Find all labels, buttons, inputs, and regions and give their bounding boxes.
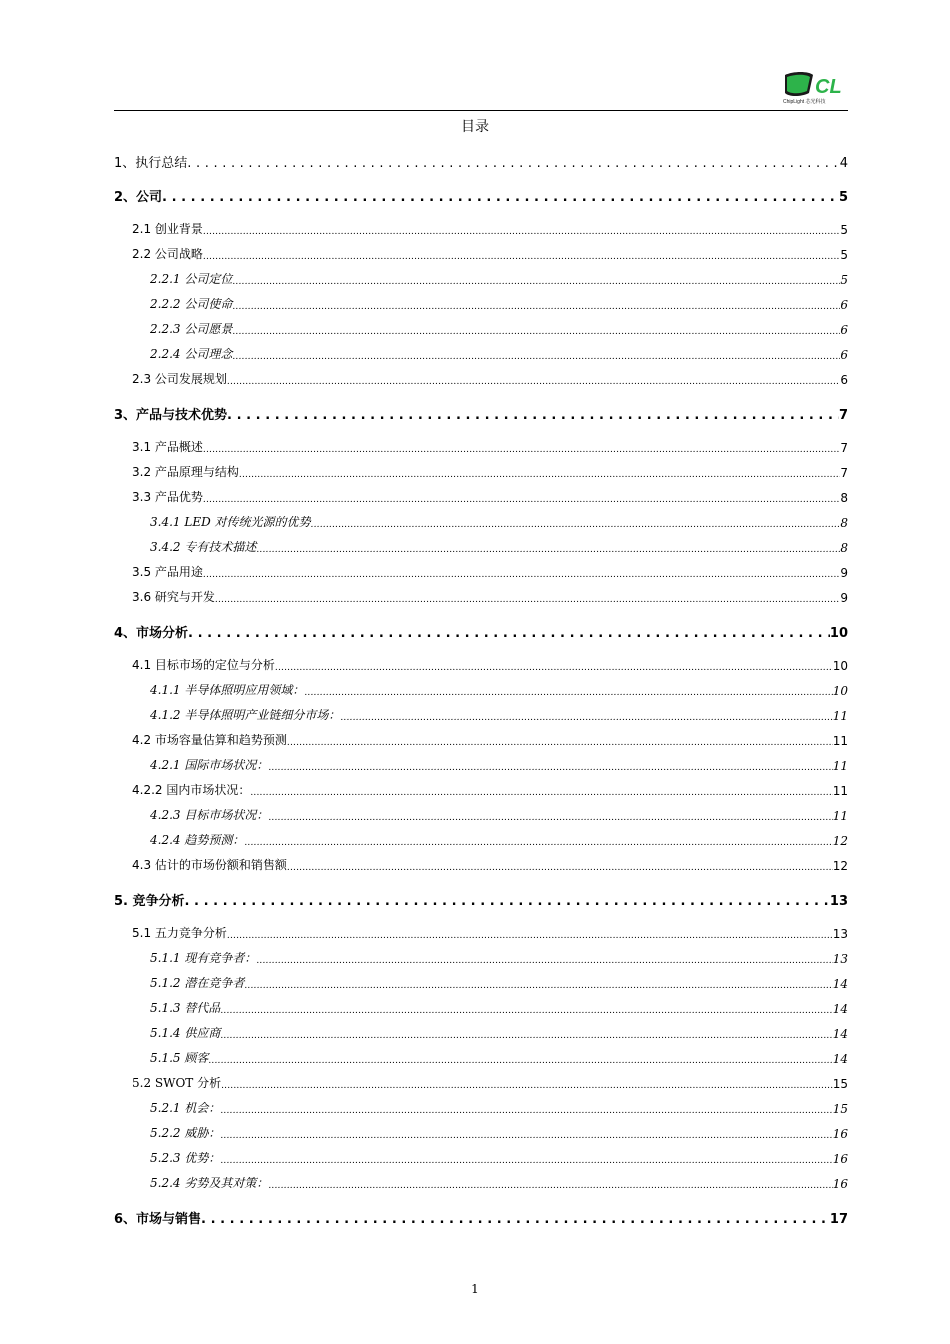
toc-leader-dots xyxy=(256,956,832,966)
toc-entry-label: 2.1 创业背景 xyxy=(132,222,203,236)
toc-entry-page: 17 xyxy=(829,1212,848,1227)
toc-entry-label: 2、公司 xyxy=(114,190,163,205)
toc-entry-label: 3.6 研究与开发 xyxy=(132,590,215,604)
toc-leader-dots xyxy=(227,377,840,387)
toc-leader-dots xyxy=(232,352,840,362)
toc-leader-dots xyxy=(287,863,833,873)
toc-title: 目录 xyxy=(461,119,489,135)
toc-entry-label: 4.1.2 半导体照明产业链细分市场： xyxy=(150,708,341,722)
toc-entry-page: 16 xyxy=(832,1152,848,1166)
toc-entry-page: 14 xyxy=(832,1002,848,1016)
toc-entry[interactable] xyxy=(114,538,848,555)
toc-leader-dots xyxy=(203,227,840,237)
toc-entry-page: 16 xyxy=(832,1177,848,1191)
toc-entry-page: 11 xyxy=(832,784,848,798)
toc-entry-page: 4 xyxy=(839,156,848,171)
toc-entry[interactable] xyxy=(114,513,848,530)
toc-entry-page: 6 xyxy=(840,348,848,362)
toc-leader-dots xyxy=(208,1056,832,1066)
toc-entry-label: 5.1.5 顾客 xyxy=(150,1051,209,1065)
toc-entry-page: 7 xyxy=(840,441,848,455)
toc-entry-label: 5. 竞争分析 xyxy=(114,894,185,909)
toc-leader-dots xyxy=(268,813,832,823)
toc-entry-label: 4.1.1 半导体照明应用领域： xyxy=(150,683,305,697)
toc-entry-page: 11 xyxy=(832,759,848,773)
toc-entry-page: 7 xyxy=(840,466,848,480)
toc-entry-label: 6、市场与销售 xyxy=(114,1212,202,1227)
toc-entry-page: 6 xyxy=(840,298,848,312)
toc-entry-page: 10 xyxy=(829,626,848,641)
toc-entry-label: 3.2 产品原理与结构 xyxy=(132,465,239,479)
toc-leader-dots xyxy=(268,763,832,773)
toc-entry-page: 13 xyxy=(829,894,848,909)
toc-entry[interactable] xyxy=(114,463,848,480)
toc-entry-label: 5.2 SWOT 分析 xyxy=(132,1076,222,1090)
toc-leader-dots xyxy=(203,252,840,262)
logo-letters: CL xyxy=(815,76,842,98)
toc-entry-label: 3.4.2 专有技术描述 xyxy=(150,540,257,554)
toc-entry[interactable] xyxy=(114,370,848,387)
toc-entry-page: 5 xyxy=(838,190,848,205)
toc-entry-label: 5.1 五力竞争分析 xyxy=(132,926,227,940)
toc-entry[interactable] xyxy=(114,186,848,205)
toc-entry[interactable] xyxy=(114,563,848,580)
toc-entry-label: 2.2.1 公司定位 xyxy=(150,272,233,286)
logo-caption: ChipLight 芯光科技 xyxy=(783,99,826,105)
toc-entry-page: 9 xyxy=(840,566,848,580)
toc-entry-label: 4.2 市场容量估算和趋势预测 xyxy=(132,733,287,747)
toc-entry-label: 3.4.1 LED 对传统光源的优势 xyxy=(150,515,311,529)
toc-entry-label: 5.2.1 机会： xyxy=(150,1101,221,1115)
toc-entry[interactable] xyxy=(114,756,848,773)
toc-entry[interactable] xyxy=(114,1174,848,1191)
toc-entry-label: 3.3 产品优势 xyxy=(132,490,203,504)
toc-entry-page: 12 xyxy=(832,859,848,873)
toc-entry-page: 14 xyxy=(832,1052,848,1066)
toc-entry-label: 5.1.2 潜在竞争者 xyxy=(150,976,245,990)
toc-entry[interactable] xyxy=(114,1049,848,1066)
toc-entry-page: 9 xyxy=(840,591,848,605)
toc-leader-dots xyxy=(220,1006,832,1016)
toc-leader-dots xyxy=(203,570,840,580)
toc-entry[interactable] xyxy=(114,890,848,909)
toc-entry[interactable] xyxy=(114,1074,848,1091)
toc-entry-label: 2.2 公司战略 xyxy=(132,247,203,261)
toc-entry-page: 5 xyxy=(840,223,848,237)
toc-entry[interactable] xyxy=(114,1099,848,1116)
toc-entry-page: 5 xyxy=(840,248,848,262)
toc-entry[interactable] xyxy=(114,856,848,873)
toc-leader-dots xyxy=(227,408,839,423)
toc-entry-page: 16 xyxy=(832,1127,848,1141)
toc-leader-dots xyxy=(340,713,832,723)
toc-leader-dots xyxy=(232,277,840,287)
toc-leader-dots xyxy=(287,738,833,748)
toc-entry[interactable] xyxy=(114,681,848,698)
toc-entry-label: 4.2.3 目标市场状况： xyxy=(150,808,269,822)
toc-entry-label: 2.2.2 公司使命 xyxy=(150,297,233,311)
toc-entry[interactable] xyxy=(114,270,848,287)
toc-entry[interactable] xyxy=(114,1208,848,1227)
toc-entry-page: 14 xyxy=(832,1027,848,1041)
toc-entry-label: 3.5 产品用途 xyxy=(132,565,203,579)
toc-entry[interactable] xyxy=(114,320,848,337)
toc-leader-dots xyxy=(227,931,833,941)
toc-entry-label: 4.1 目标市场的定位与分析 xyxy=(132,658,275,672)
toc-entry-page: 11 xyxy=(832,734,848,748)
toc-entry-label: 4.2.4 趋势预测： xyxy=(150,833,245,847)
toc-entry[interactable] xyxy=(114,1024,848,1041)
toc-entry-page: 5 xyxy=(840,273,848,287)
toc-entry[interactable] xyxy=(114,806,848,823)
toc-entry-label: 5.1.1 现有竞争者： xyxy=(150,951,257,965)
toc-entry-page: 11 xyxy=(832,709,848,723)
toc-leader-dots xyxy=(232,302,840,312)
chiplight-logo-icon xyxy=(779,67,847,107)
toc-entry-label: 4、市场分析 xyxy=(114,626,189,641)
toc-entry-page: 6 xyxy=(840,373,848,387)
toc-entry-label: 4.2.2 国内市场状况： xyxy=(132,783,251,797)
toc-entry-page: 12 xyxy=(832,834,848,848)
toc-leader-dots xyxy=(244,981,832,991)
toc-entry[interactable] xyxy=(114,245,848,262)
toc-entry-page: 10 xyxy=(832,659,848,673)
toc-leader-dots xyxy=(187,156,839,171)
toc-entry-page: 11 xyxy=(832,809,848,823)
toc-entry-page: 8 xyxy=(840,491,848,505)
toc-entry-label: 2.3 公司发展规划 xyxy=(132,372,227,386)
toc-entry-page: 13 xyxy=(832,952,848,966)
toc-entry[interactable] xyxy=(114,706,848,723)
toc-entry-page: 10 xyxy=(832,684,848,698)
toc-entry-label: 5.2.2 威胁： xyxy=(150,1126,221,1140)
toc-entry[interactable] xyxy=(114,924,848,941)
toc-leader-dots xyxy=(268,1181,832,1191)
toc-leader-dots xyxy=(232,327,840,337)
toc-leader-dots xyxy=(220,1156,832,1166)
toc-entry[interactable] xyxy=(114,781,848,798)
toc-entry[interactable] xyxy=(114,404,848,423)
toc-entry[interactable] xyxy=(114,152,848,171)
toc-entry[interactable] xyxy=(114,831,848,848)
toc-entry-page: 15 xyxy=(832,1077,848,1091)
toc-entry[interactable] xyxy=(114,656,848,673)
toc-entry[interactable] xyxy=(114,999,848,1016)
toc-leader-dots xyxy=(275,663,833,673)
toc-entry-label: 3.1 产品概述 xyxy=(132,440,203,454)
toc-entry-label: 4.3 估计的市场份额和销售额 xyxy=(132,858,287,872)
toc-leader-dots xyxy=(185,894,830,909)
toc-entry-page: 14 xyxy=(832,977,848,991)
toc-entry-page: 6 xyxy=(840,323,848,337)
company-logo xyxy=(779,67,847,107)
toc-entry[interactable] xyxy=(114,731,848,748)
toc-entry-label: 5.1.3 替代品 xyxy=(150,1001,221,1015)
toc-entry-label: 5.2.3 优势： xyxy=(150,1151,221,1165)
toc-entry[interactable] xyxy=(114,1149,848,1166)
toc-entry-page: 8 xyxy=(840,516,848,530)
toc-entry[interactable] xyxy=(114,588,848,605)
header-rule xyxy=(114,110,848,111)
toc-leader-dots xyxy=(220,1031,832,1041)
toc-entry-label: 2.2.4 公司理念 xyxy=(150,347,233,361)
toc-leader-dots xyxy=(311,520,841,530)
page-number: 1 xyxy=(471,1282,479,1296)
toc-entry-page: 7 xyxy=(838,408,848,423)
toc-leader-dots xyxy=(220,1106,832,1116)
toc-leader-dots xyxy=(203,495,840,505)
toc-entry-label: 3、产品与技术优势 xyxy=(114,408,228,423)
toc-entry[interactable] xyxy=(114,949,848,966)
toc-entry-label: 4.2.1 国际市场状况： xyxy=(150,758,269,772)
toc-entry[interactable] xyxy=(114,1124,848,1141)
toc-leader-dots xyxy=(244,838,832,848)
toc-leader-dots xyxy=(215,595,840,605)
toc-entry-page: 13 xyxy=(832,927,848,941)
toc-entry-label: 5.1.4 供应商 xyxy=(150,1026,221,1040)
toc-entry-label: 1、执行总结 xyxy=(114,156,188,171)
toc-leader-dots xyxy=(221,1081,833,1091)
toc-leader-dots xyxy=(256,545,840,555)
toc-entry[interactable] xyxy=(114,974,848,991)
toc-leader-dots xyxy=(203,445,840,455)
toc-leader-dots xyxy=(188,626,830,641)
toc-entry[interactable] xyxy=(114,438,848,455)
toc-entry-label: 2.2.3 公司愿景 xyxy=(150,322,233,336)
toc-entry[interactable] xyxy=(114,220,848,237)
toc-leader-dots xyxy=(162,190,839,205)
toc-entry[interactable] xyxy=(114,488,848,505)
toc-entry-label: 5.2.4 劣势及其对策： xyxy=(150,1176,269,1190)
toc-leader-dots xyxy=(304,688,832,698)
toc-leader-dots xyxy=(239,470,840,480)
toc-entry[interactable] xyxy=(114,345,848,362)
toc-entry-page: 8 xyxy=(840,541,848,555)
toc-leader-dots xyxy=(220,1131,832,1141)
toc-entry[interactable] xyxy=(114,622,848,641)
toc-leader-dots xyxy=(250,788,832,798)
toc-leader-dots xyxy=(201,1212,830,1227)
toc-entry-page: 15 xyxy=(832,1102,848,1116)
toc-entry[interactable] xyxy=(114,295,848,312)
